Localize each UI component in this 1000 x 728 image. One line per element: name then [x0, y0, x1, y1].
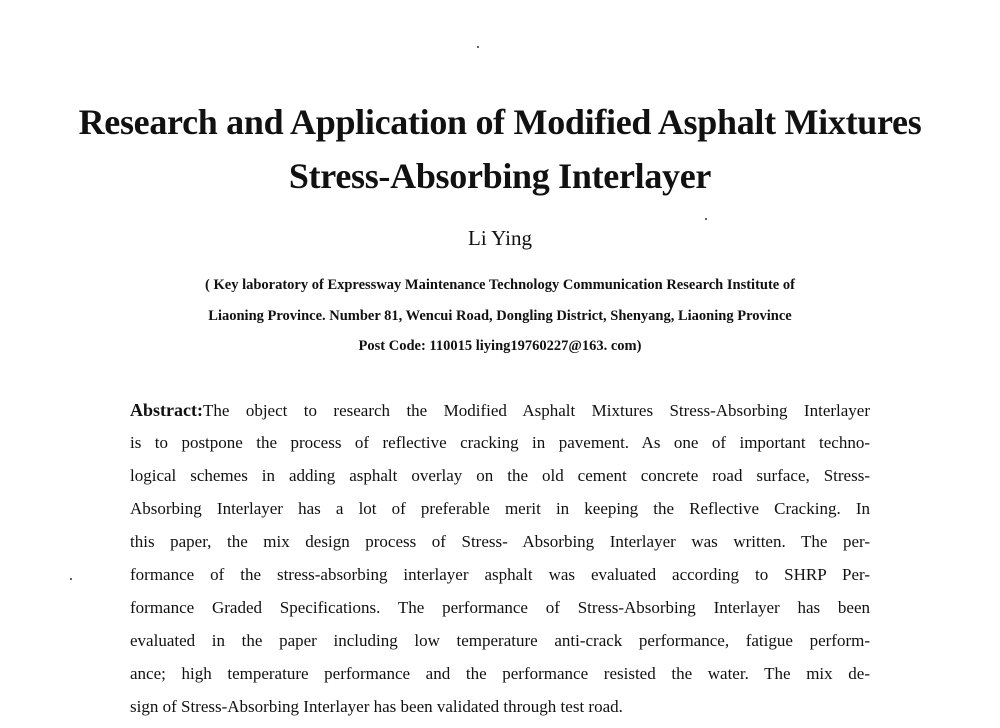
affiliation-line-2: Liaoning Province. Number 81, Wencui Road, Dongling District, Shenyang, Liaoning Province	[208, 308, 792, 324]
paper-title-line-1: Research and Application of Modified Asphalt Mixtures	[78, 102, 922, 142]
scan-speck	[70, 578, 72, 580]
abstract-line: Absorbing Interlayer has a lot of preferable merit in keeping the Reflective Cracking. In	[130, 499, 870, 518]
abstract-line: this paper, the mix design process of Stress- Absorbing Interlayer was written. The per-	[130, 532, 870, 551]
abstract-line: is to postpone the process of reflective cracking in pavement. As one of important techno-	[130, 433, 870, 452]
abstract-text: The object to research the Modified Asphalt Mixtures Stress-Absorbing Interlayer	[202, 401, 870, 420]
abstract-separator: :	[196, 400, 203, 420]
abstract-line: logical schemes in adding asphalt overlay on the old cement concrete road surface, Stress-	[130, 466, 870, 485]
affiliation-line-1: ( Key laboratory of Expressway Maintenance Technology Communication Research Institute of	[205, 277, 795, 293]
paper-title-line-2: Stress-Absorbing Interlayer	[288, 156, 712, 196]
abstract-block	[130, 398, 870, 728]
abstract-line: formance of the stress-absorbing interlayer asphalt was evaluated according to SHRP Per-	[130, 565, 870, 584]
abstract-line: sign of Stress-Absorbing Interlayer has been validated through test road.	[130, 697, 623, 716]
abstract-line: evaluated in the paper including low temperature anti-crack performance, fatigue perform-	[130, 631, 870, 650]
abstract-label: Abstract	[130, 400, 197, 420]
abstract-line: formance Graded Specifications. The performance of Stress-Absorbing Interlayer has been	[130, 598, 870, 617]
abstract-line: ance; high temperature performance and the performance resisted the water. The mix de-	[130, 664, 870, 683]
abstract-line	[130, 398, 870, 431]
author-name: Li Ying	[468, 226, 532, 250]
scan-speck	[705, 218, 707, 220]
scan-speck	[477, 46, 479, 48]
affiliation-line-3: Post Code: 110015 liying19760227@163. com)	[358, 338, 642, 354]
